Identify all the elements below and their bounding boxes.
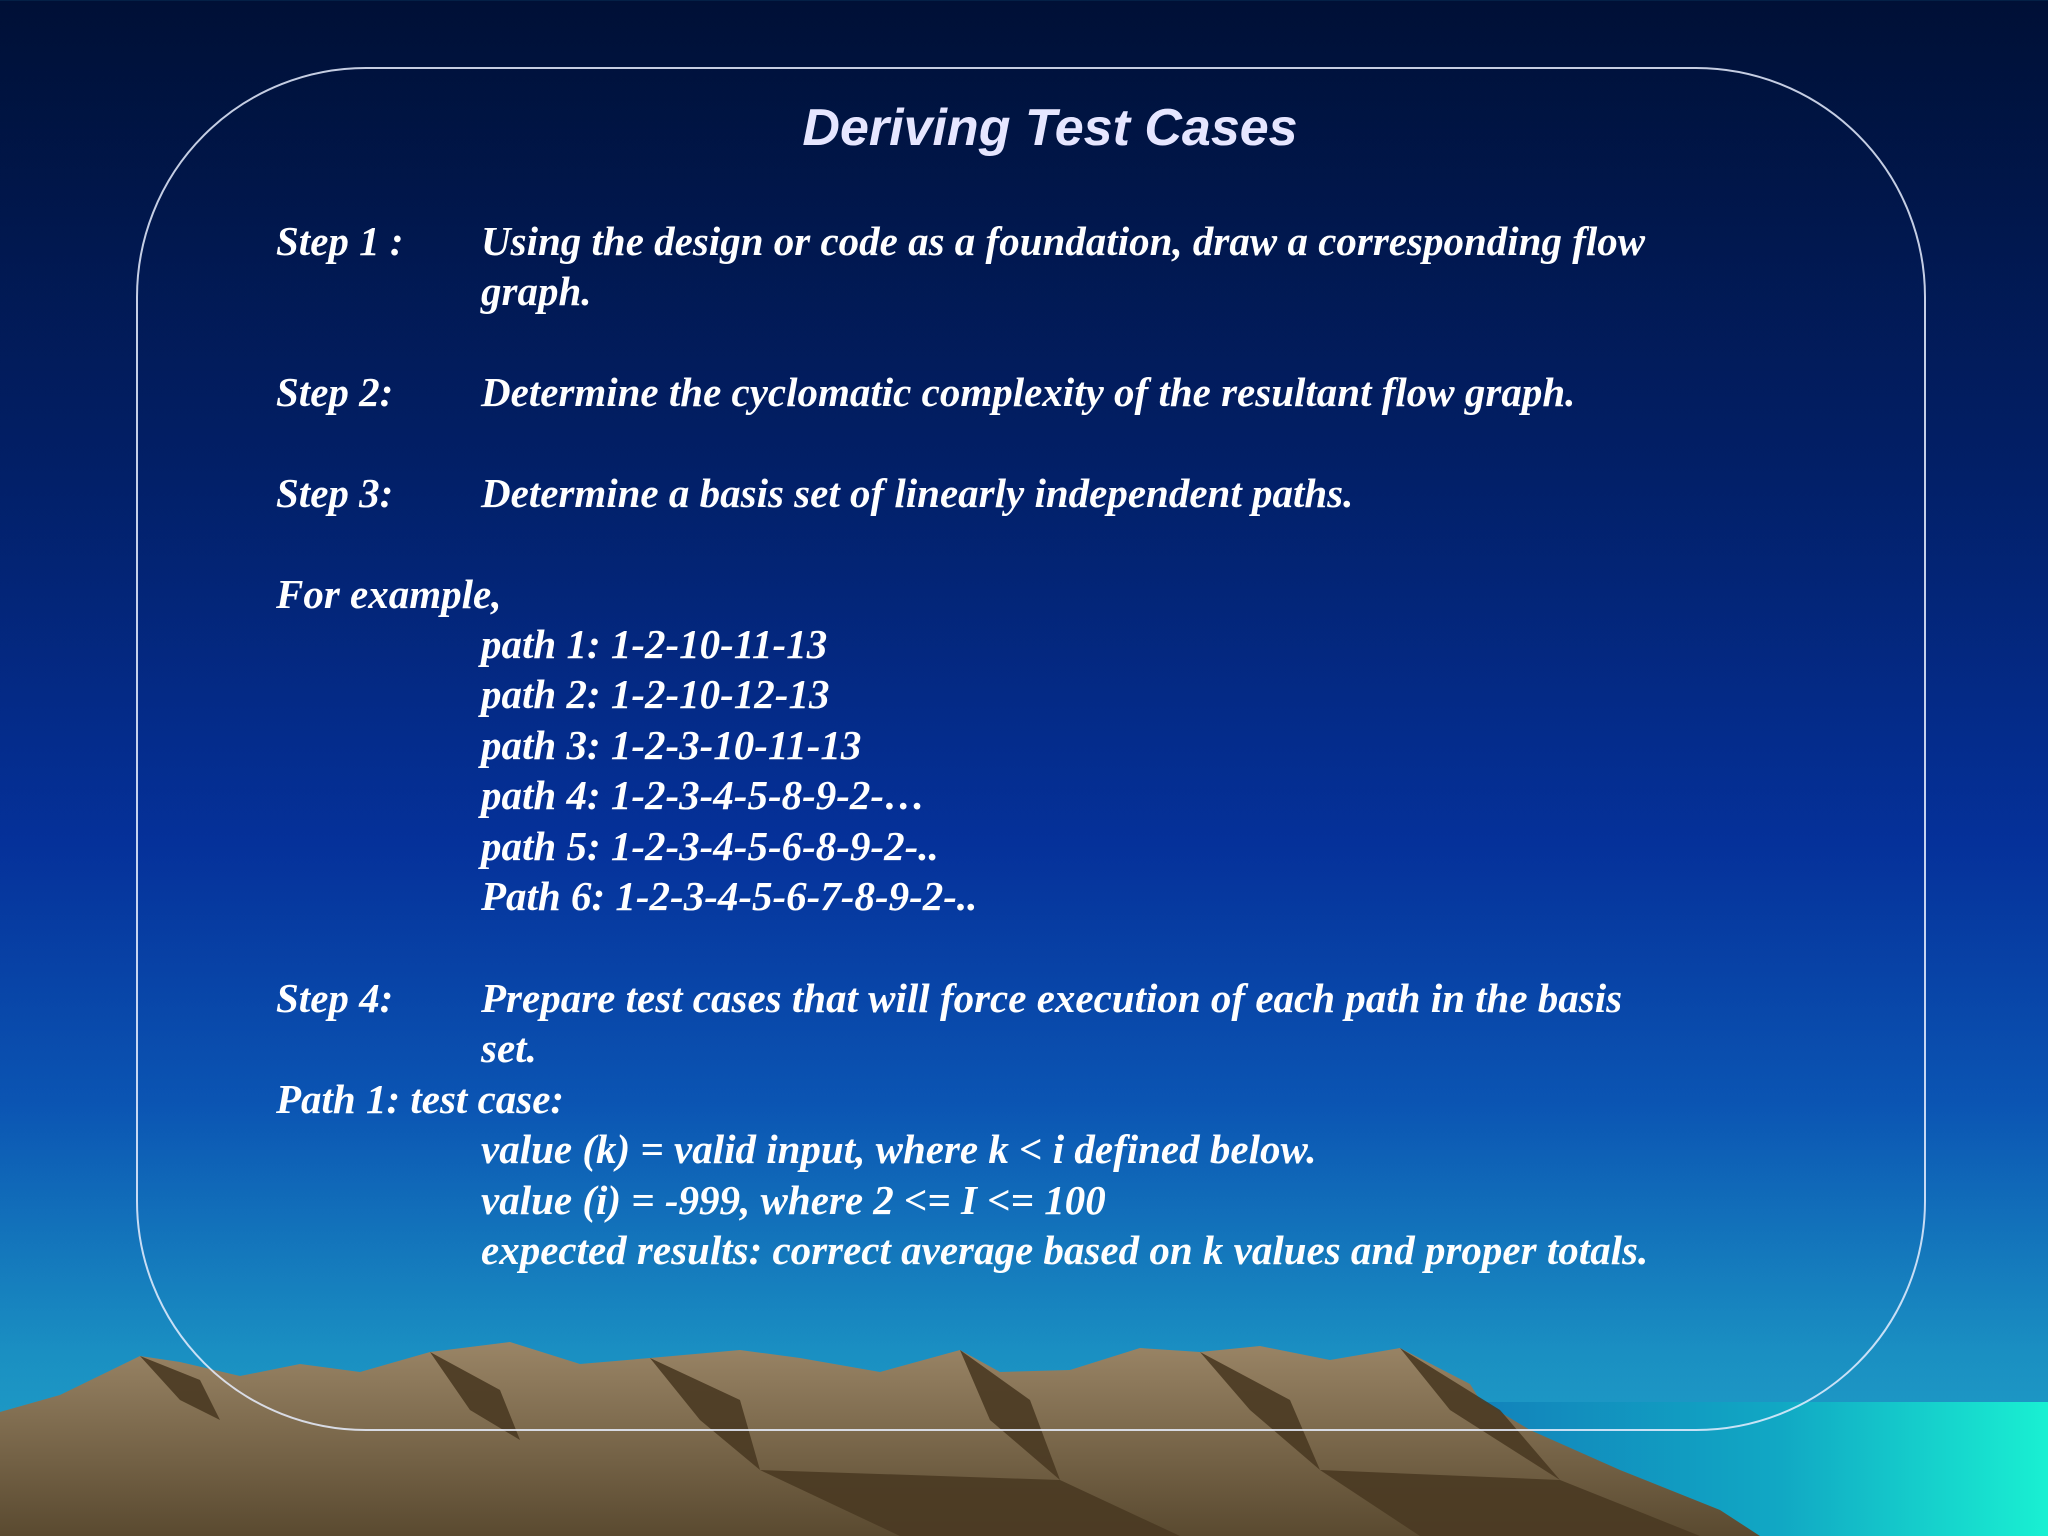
slide-title: Deriving Test Cases [802,99,1298,157]
step-1-text-continued: graph. [481,268,592,314]
test-case-line-3: expected results: correct average based on k values and proper totals. [481,1227,1649,1273]
example-path-6: Path 6: 1-2-3-4-5-6-7-8-9-2-.. [481,873,978,919]
step-4-text-continued: set. [481,1025,537,1071]
step-1-label: Step 1 : [276,218,404,264]
step-4-text: Prepare test cases that will force execution of each path in the basis [481,975,1623,1021]
test-case-line-1: value (k) = valid input, where k < i defined below. [481,1126,1317,1172]
step-2-label: Step 2: [276,369,394,415]
step-3-text: Determine a basis set of linearly independent paths. [481,470,1354,516]
example-path-5: path 5: 1-2-3-4-5-6-8-9-2-.. [481,823,939,869]
example-path-1: path 1: 1-2-10-11-13 [481,621,828,667]
example-path-3: path 3: 1-2-3-10-11-13 [481,722,862,768]
step-4-label: Step 4: [276,975,394,1021]
step-3-label: Step 3: [276,470,394,516]
test-case-heading: Path 1: test case: [276,1076,565,1122]
step-1-text: Using the design or code as a foundation, draw a corresponding flow [481,218,1646,264]
example-path-2: path 2: 1-2-10-12-13 [481,671,830,717]
example-path-4: path 4: 1-2-3-4-5-8-9-2-… [481,772,926,818]
example-intro: For example, [276,571,502,617]
test-case-line-2: value (i) = -999, where 2 <= I <= 100 [481,1177,1106,1223]
step-2-text: Determine the cyclomatic complexity of the resultant flow graph. [481,369,1576,415]
